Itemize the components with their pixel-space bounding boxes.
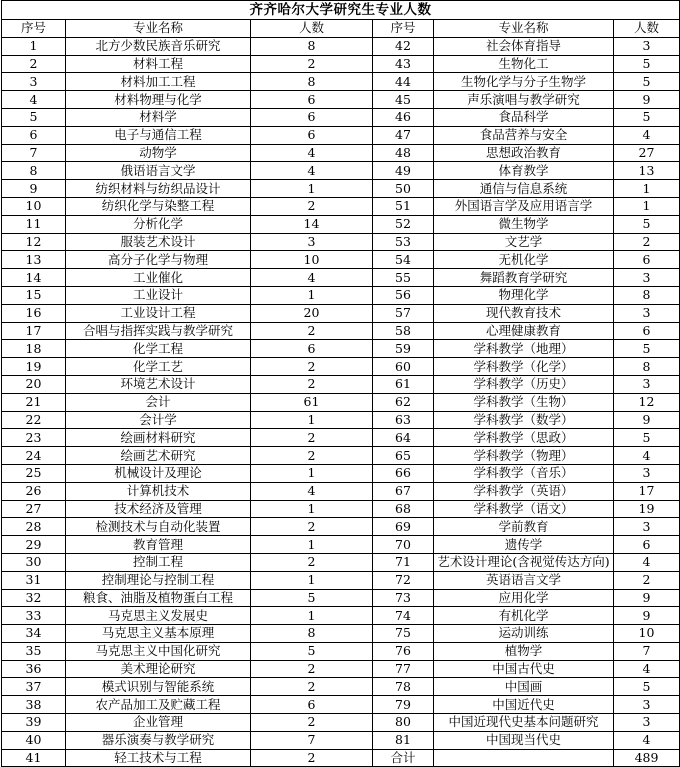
row-major-left: 控制理论与控制工程	[66, 571, 251, 589]
row-count-left: 8	[251, 625, 373, 643]
row-count-left: 2	[251, 714, 373, 732]
enrollment-table	[1, 0, 680, 767]
row-index-left: 1	[2, 37, 66, 55]
row-count-right: 27	[614, 144, 680, 162]
row-major-left: 会计学	[66, 411, 251, 429]
row-count-left: 1	[251, 607, 373, 625]
row-count-left: 2	[251, 358, 373, 376]
row-count-right: 17	[614, 482, 680, 500]
row-index-left: 31	[2, 571, 66, 589]
row-count-right: 3	[614, 518, 680, 536]
row-count-right: 9	[614, 589, 680, 607]
row-index-left: 18	[2, 340, 66, 358]
row-major-left: 纺织化学与染整工程	[66, 197, 251, 215]
row-count-right: 3	[614, 37, 680, 55]
row-index-left: 29	[2, 536, 66, 554]
row-index-left: 7	[2, 144, 66, 162]
table-row	[2, 286, 680, 304]
row-major-right: 思想政治教育	[434, 144, 614, 162]
row-index-left: 30	[2, 553, 66, 571]
row-count-right: 3	[614, 696, 680, 714]
row-index-right: 43	[373, 55, 434, 73]
table-row	[2, 251, 680, 269]
row-major-left: 轻工技术与工程	[66, 749, 251, 767]
row-major-left: 工业催化	[66, 269, 251, 287]
row-index-left: 19	[2, 358, 66, 376]
row-index-right: 53	[373, 233, 434, 251]
row-index-right: 48	[373, 144, 434, 162]
row-index-right: 68	[373, 500, 434, 518]
row-major-right: 心理健康教育	[434, 322, 614, 340]
table-row	[2, 464, 680, 482]
row-count-left: 10	[251, 251, 373, 269]
row-major-left: 马克思主义基本原理	[66, 625, 251, 643]
row-major-right: 声乐演唱与教学研究	[434, 91, 614, 109]
row-major-right: 生物化工	[434, 55, 614, 73]
row-major-left: 俄语语言文学	[66, 162, 251, 180]
table-title: 齐齐哈尔大学研究生专业人数	[2, 1, 680, 20]
row-major-right: 中国近现代史基本问题研究	[434, 714, 614, 732]
row-count-right: 5	[614, 340, 680, 358]
table-row	[2, 447, 680, 465]
row-major-left: 计算机技术	[66, 482, 251, 500]
row-index-left: 40	[2, 731, 66, 749]
table-row	[2, 660, 680, 678]
row-count-right: 5	[614, 108, 680, 126]
row-count-left: 2	[251, 429, 373, 447]
row-count-left: 1	[251, 464, 373, 482]
row-count-right: 5	[614, 73, 680, 91]
row-count-left: 61	[251, 393, 373, 411]
row-major-right: 文艺学	[434, 233, 614, 251]
row-index-right: 67	[373, 482, 434, 500]
row-major-right: 应用化学	[434, 589, 614, 607]
row-major-right	[434, 749, 614, 767]
row-index-left: 20	[2, 375, 66, 393]
row-index-right: 72	[373, 571, 434, 589]
row-index-right: 81	[373, 731, 434, 749]
table-row	[2, 215, 680, 233]
row-count-right: 5	[614, 55, 680, 73]
row-count-left: 6	[251, 126, 373, 144]
row-count-right: 5	[614, 215, 680, 233]
row-index-left: 11	[2, 215, 66, 233]
row-count-left: 2	[251, 55, 373, 73]
row-major-left: 绘画艺术研究	[66, 447, 251, 465]
row-count-left: 2	[251, 660, 373, 678]
row-count-left: 2	[251, 749, 373, 767]
row-count-left: 5	[251, 589, 373, 607]
row-major-left: 化学工艺	[66, 358, 251, 376]
row-major-left: 企业管理	[66, 714, 251, 732]
row-index-right: 57	[373, 304, 434, 322]
row-major-right: 社会体育指导	[434, 37, 614, 55]
table-row	[2, 108, 680, 126]
row-count-right: 7	[614, 642, 680, 660]
row-count-right: 6	[614, 536, 680, 554]
table-row	[2, 126, 680, 144]
row-major-right: 艺术设计理论(含视觉传达方向)	[434, 553, 614, 571]
row-index-right: 78	[373, 678, 434, 696]
row-count-left: 3	[251, 233, 373, 251]
row-index-right: 61	[373, 375, 434, 393]
table-row	[2, 536, 680, 554]
row-index-right: 51	[373, 197, 434, 215]
row-major-right: 物理化学	[434, 286, 614, 304]
table-row	[2, 269, 680, 287]
row-index-left: 27	[2, 500, 66, 518]
row-count-left: 2	[251, 447, 373, 465]
row-major-left: 会计	[66, 393, 251, 411]
row-major-left: 控制工程	[66, 553, 251, 571]
row-count-right: 3	[614, 269, 680, 287]
row-major-right: 学科教学（历史）	[434, 375, 614, 393]
row-major-left: 粮食、油脂及植物蛋白工程	[66, 589, 251, 607]
row-major-right: 运动训练	[434, 625, 614, 643]
row-count-left: 1	[251, 571, 373, 589]
table-row	[2, 411, 680, 429]
row-major-right: 学科教学（生物）	[434, 393, 614, 411]
row-count-left: 6	[251, 108, 373, 126]
row-count-left: 4	[251, 144, 373, 162]
row-major-right: 微生物学	[434, 215, 614, 233]
row-index-right: 70	[373, 536, 434, 554]
row-count-left: 4	[251, 482, 373, 500]
row-index-right: 66	[373, 464, 434, 482]
row-major-right: 中国古代史	[434, 660, 614, 678]
row-index-right: 50	[373, 180, 434, 198]
row-major-right: 遗传学	[434, 536, 614, 554]
row-index-left: 8	[2, 162, 66, 180]
row-count-left: 1	[251, 286, 373, 304]
row-index-left: 4	[2, 91, 66, 109]
row-count-right: 2	[614, 233, 680, 251]
row-index-left: 24	[2, 447, 66, 465]
row-count-right: 10	[614, 625, 680, 643]
row-index-left: 22	[2, 411, 66, 429]
row-index-left: 6	[2, 126, 66, 144]
row-major-left: 环境艺术设计	[66, 375, 251, 393]
row-index-left: 10	[2, 197, 66, 215]
row-index-left: 36	[2, 660, 66, 678]
row-major-left: 器乐演奏与教学研究	[66, 731, 251, 749]
row-index-left: 23	[2, 429, 66, 447]
row-major-right: 学科教学（语文）	[434, 500, 614, 518]
row-index-right: 64	[373, 429, 434, 447]
row-major-right: 学科教学（英语）	[434, 482, 614, 500]
table-row	[2, 642, 680, 660]
row-major-left: 马克思主义中国化研究	[66, 642, 251, 660]
row-count-left: 8	[251, 37, 373, 55]
row-count-left: 6	[251, 91, 373, 109]
row-count-right: 3	[614, 714, 680, 732]
table-row	[2, 714, 680, 732]
row-index-right: 63	[373, 411, 434, 429]
row-count-right: 9	[614, 91, 680, 109]
table-row	[2, 197, 680, 215]
row-index-left: 5	[2, 108, 66, 126]
row-count-right: 8	[614, 286, 680, 304]
row-major-left: 马克思主义发展史	[66, 607, 251, 625]
row-count-left: 2	[251, 518, 373, 536]
row-major-left: 材料工程	[66, 55, 251, 73]
row-major-left: 材料物理与化学	[66, 91, 251, 109]
row-major-left: 材料加工工程	[66, 73, 251, 91]
row-index-left: 33	[2, 607, 66, 625]
row-count-left: 6	[251, 696, 373, 714]
row-count-right: 4	[614, 447, 680, 465]
row-index-right: 73	[373, 589, 434, 607]
table-row	[2, 37, 680, 55]
row-major-right: 无机化学	[434, 251, 614, 269]
row-count-right: 8	[614, 358, 680, 376]
row-major-right: 有机化学	[434, 607, 614, 625]
row-index-right: 62	[373, 393, 434, 411]
row-index-left: 16	[2, 304, 66, 322]
row-index-left: 15	[2, 286, 66, 304]
row-index-right: 45	[373, 91, 434, 109]
row-count-right: 4	[614, 731, 680, 749]
row-count-left: 14	[251, 215, 373, 233]
row-index-right: 58	[373, 322, 434, 340]
header-major-right: 专业名称	[434, 20, 614, 38]
row-count-left: 2	[251, 322, 373, 340]
row-index-left: 13	[2, 251, 66, 269]
row-index-left: 26	[2, 482, 66, 500]
table-row	[2, 304, 680, 322]
row-count-right: 4	[614, 553, 680, 571]
row-major-left: 材料学	[66, 108, 251, 126]
row-major-left: 合唱与指挥实践与教学研究	[66, 322, 251, 340]
row-major-right: 现代教育技术	[434, 304, 614, 322]
row-count-left: 1	[251, 500, 373, 518]
table-row	[2, 731, 680, 749]
row-count-right: 6	[614, 251, 680, 269]
row-major-left: 电子与通信工程	[66, 126, 251, 144]
table-row	[2, 340, 680, 358]
row-index-right: 49	[373, 162, 434, 180]
row-major-left: 化学工程	[66, 340, 251, 358]
row-count-right: 489	[614, 749, 680, 767]
row-count-left: 2	[251, 197, 373, 215]
row-count-right: 5	[614, 678, 680, 696]
row-major-left: 机械设计及理论	[66, 464, 251, 482]
row-major-left: 服装艺术设计	[66, 233, 251, 251]
row-major-left: 美术理论研究	[66, 660, 251, 678]
row-count-left: 4	[251, 269, 373, 287]
table-row	[2, 180, 680, 198]
row-count-right: 4	[614, 126, 680, 144]
row-index-left: 3	[2, 73, 66, 91]
row-index-left: 41	[2, 749, 66, 767]
row-index-right: 47	[373, 126, 434, 144]
header-index-right: 序号	[373, 20, 434, 38]
row-count-right: 9	[614, 607, 680, 625]
row-major-right: 学前教育	[434, 518, 614, 536]
row-major-left: 教育管理	[66, 536, 251, 554]
row-major-right: 食品营养与安全	[434, 126, 614, 144]
row-index-left: 17	[2, 322, 66, 340]
row-major-right: 学科教学（化学）	[434, 358, 614, 376]
row-count-left: 7	[251, 731, 373, 749]
row-major-left: 技术经济及管理	[66, 500, 251, 518]
row-major-left: 工业设计工程	[66, 304, 251, 322]
row-major-left: 高分子化学与物理	[66, 251, 251, 269]
row-count-right: 12	[614, 393, 680, 411]
row-major-right: 植物学	[434, 642, 614, 660]
table-row	[2, 607, 680, 625]
row-count-left: 1	[251, 536, 373, 554]
row-count-right: 4	[614, 660, 680, 678]
row-major-right: 学科教学（物理）	[434, 447, 614, 465]
row-major-left: 动物学	[66, 144, 251, 162]
row-index-left: 12	[2, 233, 66, 251]
table-row	[2, 553, 680, 571]
table-row	[2, 518, 680, 536]
row-index-right: 65	[373, 447, 434, 465]
table-row	[2, 375, 680, 393]
row-major-right: 学科教学（音乐）	[434, 464, 614, 482]
row-count-left: 20	[251, 304, 373, 322]
row-major-left: 农产品加工及贮藏工程	[66, 696, 251, 714]
table-row	[2, 749, 680, 767]
row-major-left: 纺织材料与纺织品设计	[66, 180, 251, 198]
row-index-left: 28	[2, 518, 66, 536]
table-row	[2, 571, 680, 589]
row-major-right: 中国现当代史	[434, 731, 614, 749]
table-row	[2, 429, 680, 447]
row-index-left: 34	[2, 625, 66, 643]
row-major-right: 学科教学（数学）	[434, 411, 614, 429]
row-major-left: 模式识别与智能系统	[66, 678, 251, 696]
row-major-left: 绘画材料研究	[66, 429, 251, 447]
header-count-right: 人数	[614, 20, 680, 38]
row-index-left: 37	[2, 678, 66, 696]
row-count-left: 5	[251, 642, 373, 660]
header-major-left: 专业名称	[66, 20, 251, 38]
table-row	[2, 625, 680, 643]
row-index-right: 76	[373, 642, 434, 660]
row-count-right: 3	[614, 375, 680, 393]
row-major-right: 通信与信息系统	[434, 180, 614, 198]
row-count-left: 4	[251, 162, 373, 180]
header-count-left: 人数	[251, 20, 373, 38]
row-count-right: 5	[614, 429, 680, 447]
row-count-left: 1	[251, 411, 373, 429]
table-row	[2, 144, 680, 162]
row-count-left: 2	[251, 375, 373, 393]
row-index-left: 2	[2, 55, 66, 73]
row-count-right: 13	[614, 162, 680, 180]
row-index-left: 39	[2, 714, 66, 732]
row-major-right: 外国语言学及应用语言学	[434, 197, 614, 215]
row-count-right: 2	[614, 571, 680, 589]
row-major-right: 英语语言文学	[434, 571, 614, 589]
row-major-right: 学科教学（地理）	[434, 340, 614, 358]
row-index-right: 54	[373, 251, 434, 269]
row-index-right: 69	[373, 518, 434, 536]
row-major-left: 北方少数民族音乐研究	[66, 37, 251, 55]
table-row	[2, 589, 680, 607]
table-row	[2, 678, 680, 696]
row-index-right: 74	[373, 607, 434, 625]
row-index-right: 80	[373, 714, 434, 732]
row-index-right: 77	[373, 660, 434, 678]
row-index-right: 75	[373, 625, 434, 643]
row-count-right: 6	[614, 322, 680, 340]
row-major-right: 体育教学	[434, 162, 614, 180]
row-index-left: 38	[2, 696, 66, 714]
row-count-right: 3	[614, 304, 680, 322]
row-index-right: 56	[373, 286, 434, 304]
row-count-left: 1	[251, 180, 373, 198]
row-major-right: 生物化学与分子生物学	[434, 73, 614, 91]
row-index-right: 59	[373, 340, 434, 358]
row-index-right: 79	[373, 696, 434, 714]
row-index-right: 55	[373, 269, 434, 287]
row-count-left: 8	[251, 73, 373, 91]
row-index-left: 21	[2, 393, 66, 411]
header-index-left: 序号	[2, 20, 66, 38]
row-index-right: 52	[373, 215, 434, 233]
table-row	[2, 73, 680, 91]
row-index-right: 42	[373, 37, 434, 55]
table-row	[2, 162, 680, 180]
row-count-right: 3	[614, 464, 680, 482]
table-row	[2, 696, 680, 714]
row-index-left: 32	[2, 589, 66, 607]
row-major-right: 中国画	[434, 678, 614, 696]
row-index-left: 25	[2, 464, 66, 482]
row-count-right: 9	[614, 411, 680, 429]
row-major-left: 分析化学	[66, 215, 251, 233]
table-row	[2, 358, 680, 376]
row-major-right: 舞蹈教育学研究	[434, 269, 614, 287]
table-row	[2, 55, 680, 73]
title-row	[2, 1, 680, 20]
row-count-left: 2	[251, 678, 373, 696]
row-major-right: 学科教学（思政）	[434, 429, 614, 447]
row-index-left: 14	[2, 269, 66, 287]
table-row	[2, 500, 680, 518]
row-index-right: 60	[373, 358, 434, 376]
row-major-left: 检测技术与自动化装置	[66, 518, 251, 536]
table-row	[2, 322, 680, 340]
row-index-right: 合计	[373, 749, 434, 767]
row-count-left: 2	[251, 553, 373, 571]
row-count-left: 6	[251, 340, 373, 358]
row-index-right: 71	[373, 553, 434, 571]
row-index-left: 35	[2, 642, 66, 660]
row-index-right: 46	[373, 108, 434, 126]
table-row	[2, 482, 680, 500]
row-count-right: 1	[614, 197, 680, 215]
row-count-right: 1	[614, 180, 680, 198]
row-major-right: 食品科学	[434, 108, 614, 126]
row-major-left: 工业设计	[66, 286, 251, 304]
table-row	[2, 393, 680, 411]
row-count-right: 19	[614, 500, 680, 518]
row-index-left: 9	[2, 180, 66, 198]
table-row	[2, 91, 680, 109]
row-major-right: 中国近代史	[434, 696, 614, 714]
header-row	[2, 20, 680, 38]
row-index-right: 44	[373, 73, 434, 91]
table-row	[2, 233, 680, 251]
